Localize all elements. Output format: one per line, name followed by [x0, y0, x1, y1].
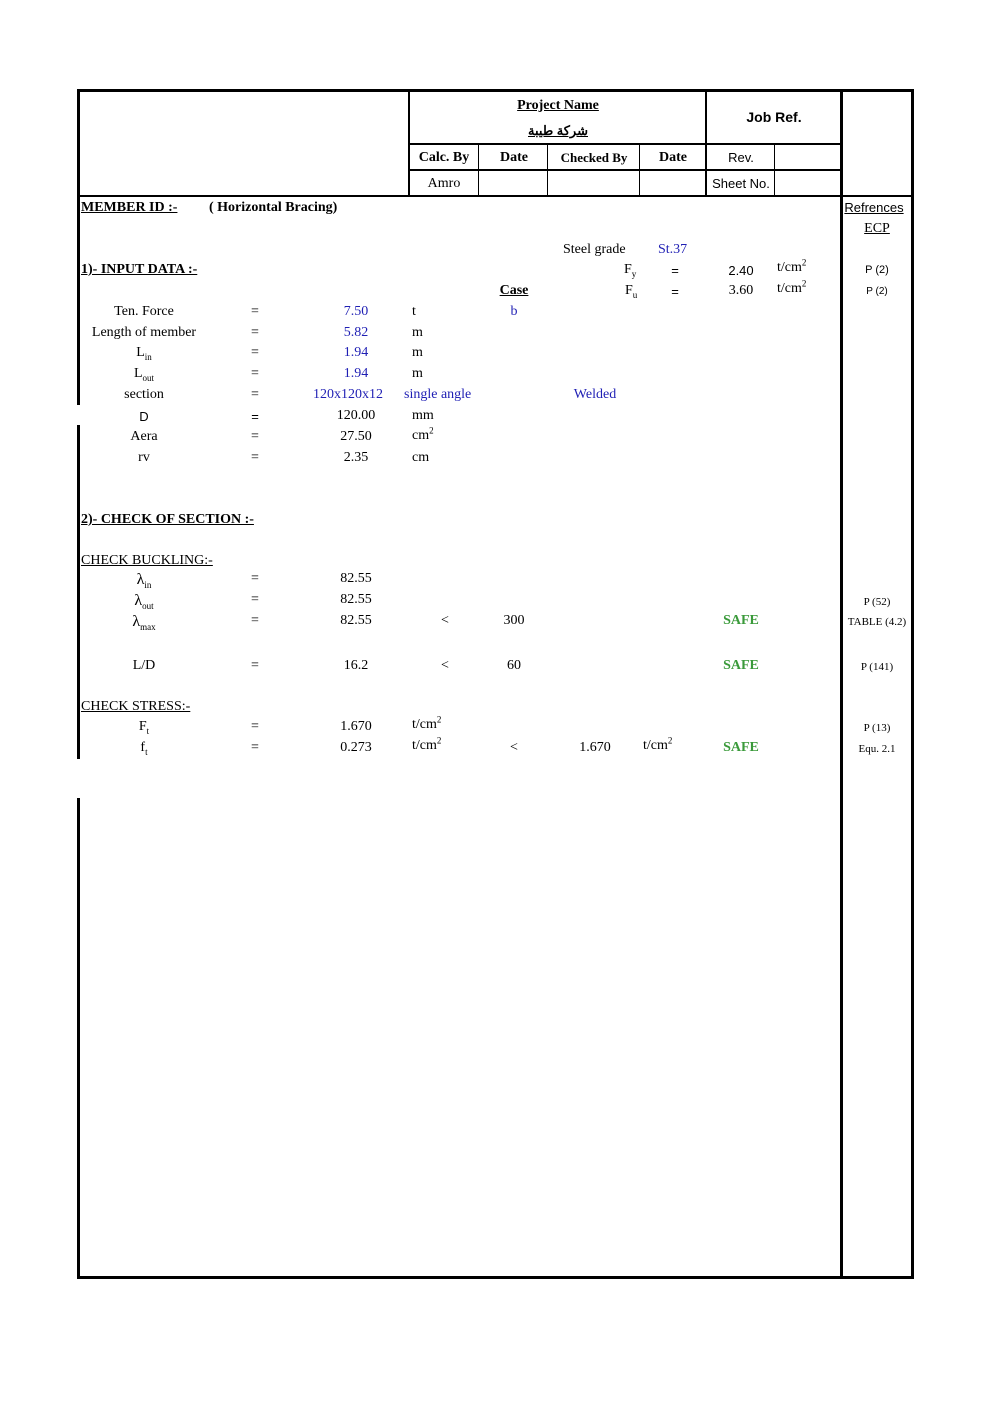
project-name-label: Project Name	[517, 98, 599, 113]
input-extra-welded: Welded	[573, 387, 617, 402]
input-eq-lout: =	[251, 366, 259, 381]
fu-unit: $t/cm^2$	[777, 278, 807, 296]
steel-grade-label: Steel grade	[563, 242, 626, 257]
input-eq-lin: =	[251, 345, 259, 360]
input-eq-d: =	[251, 409, 259, 424]
lambda-max-limit: 300	[503, 613, 525, 628]
check-section-title: 2)- CHECK OF SECTION :-	[81, 512, 254, 527]
Ft-reference: P (13)	[863, 722, 891, 734]
fy-symbol: $F_y$	[624, 262, 637, 279]
fy-value: 2.40	[728, 263, 754, 278]
Ft-label: $F_t$	[138, 719, 150, 736]
input-value-d: 120.00	[336, 408, 376, 423]
member-id-value: ( Horizontal Bracing)	[209, 200, 338, 215]
steel-grade-value: St.37	[658, 242, 688, 257]
Ft-value: 1.670	[340, 719, 372, 734]
ft-label: $f_t$	[140, 740, 148, 757]
calc-by-value: Amro	[427, 176, 461, 191]
case-label: Case	[499, 283, 529, 298]
lambda-in-value: 82.55	[340, 571, 372, 586]
case-value: b	[510, 304, 518, 319]
input-data-title: 1)- INPUT DATA :-	[81, 262, 198, 277]
input-label-d: D	[139, 409, 149, 424]
ft-limit-unit: $t/cm^2$	[643, 735, 673, 753]
ecp-label: ECP	[864, 221, 890, 236]
input-unit-rv: cm	[412, 450, 430, 465]
lambda-max-result: SAFE	[723, 613, 759, 628]
lambda-max-eq: =	[251, 613, 259, 628]
header-bottom	[77, 195, 914, 197]
ft-lt: <	[510, 740, 518, 755]
check-buckling-title: CHECK BUCKLING:-	[81, 553, 213, 568]
input-unit-ten-force: t	[412, 304, 416, 319]
ld-eq: =	[251, 658, 259, 673]
member-id-label: MEMBER ID :-	[81, 200, 178, 215]
ld-value: 16.2	[343, 658, 369, 673]
sheet-no-label: Sheet No.	[712, 176, 770, 191]
input-label-section: section	[124, 387, 164, 402]
header-col-date2	[639, 143, 640, 197]
input-eq-aera: =	[251, 429, 259, 444]
header-col-date1	[478, 143, 479, 197]
input-unit-lin: m	[412, 345, 423, 360]
input-label-aera: Aera	[130, 429, 158, 444]
ft-unit: $t/cm^2$	[412, 735, 442, 753]
date-label-1: Date	[500, 150, 528, 165]
frame-right	[911, 89, 914, 1279]
fu-reference: P (2)	[866, 286, 888, 297]
input-value-length: 5.82	[343, 325, 369, 340]
input-label-length: Length of member	[91, 325, 197, 340]
fu-symbol: $F_u$	[625, 283, 638, 300]
input-unit-aera: $cm^2$	[412, 425, 434, 443]
ld-label: L/D	[132, 658, 156, 673]
lambda-out-reference: P (52)	[863, 596, 891, 608]
Ft-unit: $t/cm^2$	[412, 714, 442, 732]
ft-value: 0.273	[340, 740, 372, 755]
input-eq-section: =	[251, 387, 259, 402]
frame-left-mid	[77, 425, 80, 759]
header-col-checked	[547, 143, 548, 197]
header-col-rev	[774, 143, 775, 197]
input-eq-rv: =	[251, 450, 259, 465]
lambda-max-reference: TABLE (4.2)	[847, 616, 907, 628]
lambda-max-label: $\lambda_{max}$	[132, 613, 156, 632]
header-row1-bottom	[408, 143, 842, 145]
input-label-lin: $L_{in}$	[136, 345, 152, 362]
lambda-max-lt: <	[441, 613, 449, 628]
frame-top	[77, 89, 914, 92]
input-value-aera: 27.50	[340, 429, 372, 444]
check-stress-title: CHECK STRESS:-	[81, 699, 191, 714]
ft-eq: =	[251, 740, 259, 755]
lambda-in-label: $\lambda_{in}$	[136, 571, 152, 590]
lambda-out-eq: =	[251, 592, 259, 607]
fu-value: 3.60	[728, 283, 754, 298]
job-ref-label: Job Ref.	[746, 109, 802, 125]
input-value-section: 120x120x12	[313, 387, 383, 402]
input-unit-length: m	[412, 325, 423, 340]
input-eq-length: =	[251, 325, 259, 340]
lambda-max-value: 82.55	[340, 613, 372, 628]
fy-unit: $t/cm^2$	[777, 257, 807, 275]
frame-left-bottom	[77, 798, 80, 1279]
date-label-2: Date	[659, 150, 687, 165]
ft-result: SAFE	[723, 740, 759, 755]
fy-equals: =	[671, 263, 679, 278]
input-label-lout: $L_{out}$	[133, 366, 155, 383]
lambda-out-label: $\lambda_{out}$	[134, 592, 154, 611]
ref-column-divider	[840, 89, 843, 1279]
calc-by-label: Calc. By	[418, 150, 470, 165]
ld-limit: 60	[507, 658, 521, 673]
input-eq-ten-force: =	[251, 304, 259, 319]
rev-label: Rev.	[728, 150, 754, 165]
ft-reference: Equ. 2.1	[858, 743, 896, 755]
frame-bottom	[77, 1276, 914, 1279]
frame-left-top	[77, 89, 80, 405]
input-unit-lout: m	[412, 366, 423, 381]
lambda-out-value: 82.55	[340, 592, 372, 607]
input-value-rv: 2.35	[343, 450, 369, 465]
input-label-ten-force: Ten. Force	[114, 304, 174, 319]
input-unit-d: mm	[412, 408, 434, 423]
ld-result: SAFE	[723, 658, 759, 673]
ld-reference: P (141)	[860, 661, 894, 673]
checked-by-label: Checked By	[560, 150, 628, 165]
ld-lt: <	[441, 658, 449, 673]
input-label-rv: rv	[138, 450, 150, 465]
input-value-lout: 1.94	[343, 366, 369, 381]
header-row2-bottom	[408, 169, 842, 171]
input-value-ten-force: 7.50	[343, 304, 369, 319]
fu-equals: =	[671, 284, 679, 299]
input-value-lin: 1.94	[343, 345, 369, 360]
Ft-eq: =	[251, 719, 259, 734]
fy-reference: P (2)	[865, 264, 889, 276]
references-title: Refrences	[844, 200, 904, 215]
input-unit-section: single angle	[404, 387, 472, 402]
project-name-value: شركة طيبة	[528, 123, 588, 138]
ft-limit: 1.670	[579, 740, 611, 755]
lambda-in-eq: =	[251, 571, 259, 586]
